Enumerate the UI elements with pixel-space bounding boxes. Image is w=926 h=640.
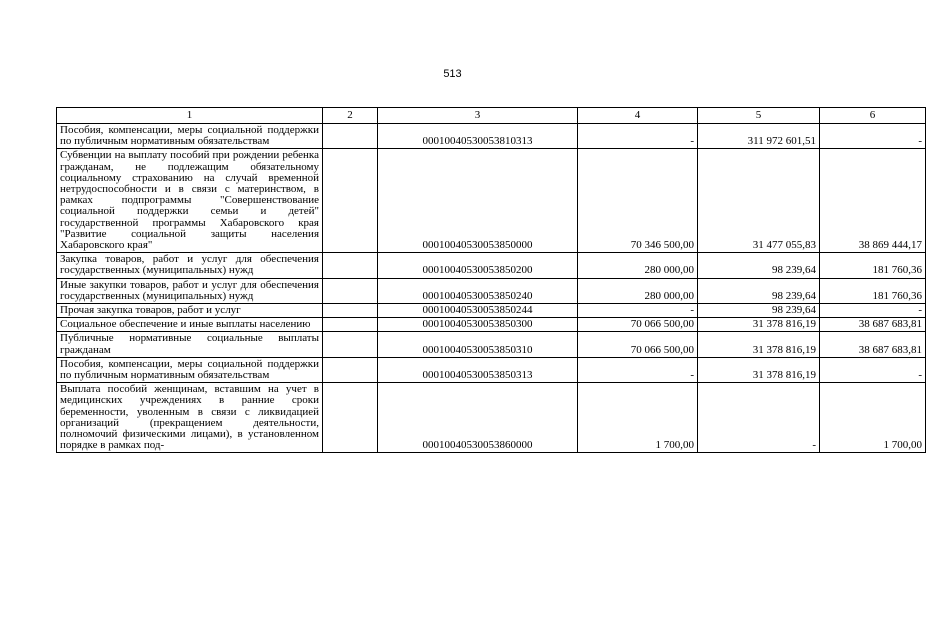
- row-col2: [323, 357, 378, 382]
- row-col2: [323, 332, 378, 357]
- row-value-5: 31 378 816,19: [698, 332, 820, 357]
- table-row: [57, 318, 926, 332]
- table-row: [57, 278, 926, 303]
- row-name: Прочая закупка товаров, работ и услуг: [57, 304, 323, 318]
- row-value-5: 311 972 601,51: [698, 124, 820, 149]
- page-number: 513: [443, 68, 462, 80]
- row-value-4: 70 066 500,00: [578, 332, 698, 357]
- header-cell-1: 1: [57, 108, 323, 124]
- table-row: [57, 383, 926, 453]
- row-code: 00010040530053860000: [378, 383, 578, 453]
- row-value-4: 1 700,00: [578, 383, 698, 453]
- row-value-6: -: [820, 304, 926, 318]
- header-cell-5: 5: [698, 108, 820, 124]
- row-name: Закупка товаров, работ и услуг для обеспечения государственных (муниципальных) нужд: [57, 253, 323, 278]
- budget-table: [56, 107, 926, 453]
- row-value-4: -: [578, 304, 698, 318]
- row-value-6: 38 869 444,17: [820, 149, 926, 253]
- header-row: [57, 108, 926, 124]
- row-code: 00010040530053850300: [378, 318, 578, 332]
- row-col2: [323, 304, 378, 318]
- row-name: Пособия, компенсации, меры социальной поддержки по публичным нормативным обязательствам: [57, 357, 323, 382]
- row-value-6: -: [820, 124, 926, 149]
- row-name: Пособия, компенсации, меры социальной поддержки по публичным нормативным обязательствам: [57, 124, 323, 149]
- row-code: 00010040530053850240: [378, 278, 578, 303]
- row-value-6: 181 760,36: [820, 278, 926, 303]
- row-value-4: 280 000,00: [578, 278, 698, 303]
- row-value-4: 280 000,00: [578, 253, 698, 278]
- row-value-4: 70 066 500,00: [578, 318, 698, 332]
- row-value-5: 98 239,64: [698, 278, 820, 303]
- row-value-5: 31 378 816,19: [698, 318, 820, 332]
- row-code: 00010040530053850200: [378, 253, 578, 278]
- table-row: [57, 253, 926, 278]
- row-value-4: -: [578, 124, 698, 149]
- row-value-5: 31 378 816,19: [698, 357, 820, 382]
- row-name: Иные закупки товаров, работ и услуг для обеспечения государственных (муниципальных) нужд: [57, 278, 323, 303]
- row-col2: [323, 149, 378, 253]
- row-name: Субвенции на выплату пособий при рождении ребенка гражданам, не подлежащим обязательному социальному страхованию на случай временной нетрудоспособности и в связи с материнством, в рамках подпрограммы "Совершенствование социальной поддержки семьи и детей" государственной программы Хабаровского края "Развитие социальной защиты населения Хабаровского края": [57, 149, 323, 253]
- row-name: Выплата пособий женщинам, вставшим на учет в медицинских учреждениях в ранние сроки беременности, уволенным в связи с ликвидацией организаций (прекращением деятельности, полномочий физическими лицами), в установленном порядке в рамках под-: [57, 383, 323, 453]
- row-name: Социальное обеспечение и иные выплаты населению: [57, 318, 323, 332]
- row-value-5: -: [698, 383, 820, 453]
- row-value-4: 70 346 500,00: [578, 149, 698, 253]
- row-value-6: 38 687 683,81: [820, 332, 926, 357]
- table-row: [57, 357, 926, 382]
- row-value-6: 38 687 683,81: [820, 318, 926, 332]
- row-col2: [323, 124, 378, 149]
- row-col2: [323, 278, 378, 303]
- row-value-5: 31 477 055,83: [698, 149, 820, 253]
- table-row: [57, 149, 926, 253]
- table-row: [57, 124, 926, 149]
- row-value-5: 98 239,64: [698, 304, 820, 318]
- row-code: 00010040530053850310: [378, 332, 578, 357]
- row-code: 00010040530053810313: [378, 124, 578, 149]
- row-name: Публичные нормативные социальные выплаты гражданам: [57, 332, 323, 357]
- row-code: 00010040530053850244: [378, 304, 578, 318]
- row-code: 00010040530053850000: [378, 149, 578, 253]
- header-cell-2: 2: [323, 108, 378, 124]
- header-cell-4: 4: [578, 108, 698, 124]
- row-value-6: 1 700,00: [820, 383, 926, 453]
- table-row: [57, 304, 926, 318]
- row-value-4: -: [578, 357, 698, 382]
- row-col2: [323, 253, 378, 278]
- header-cell-6: 6: [820, 108, 926, 124]
- row-col2: [323, 383, 378, 453]
- table-row: [57, 332, 926, 357]
- row-col2: [323, 318, 378, 332]
- row-code: 00010040530053850313: [378, 357, 578, 382]
- row-value-5: 98 239,64: [698, 253, 820, 278]
- row-value-6: -: [820, 357, 926, 382]
- header-cell-3: 3: [378, 108, 578, 124]
- row-value-6: 181 760,36: [820, 253, 926, 278]
